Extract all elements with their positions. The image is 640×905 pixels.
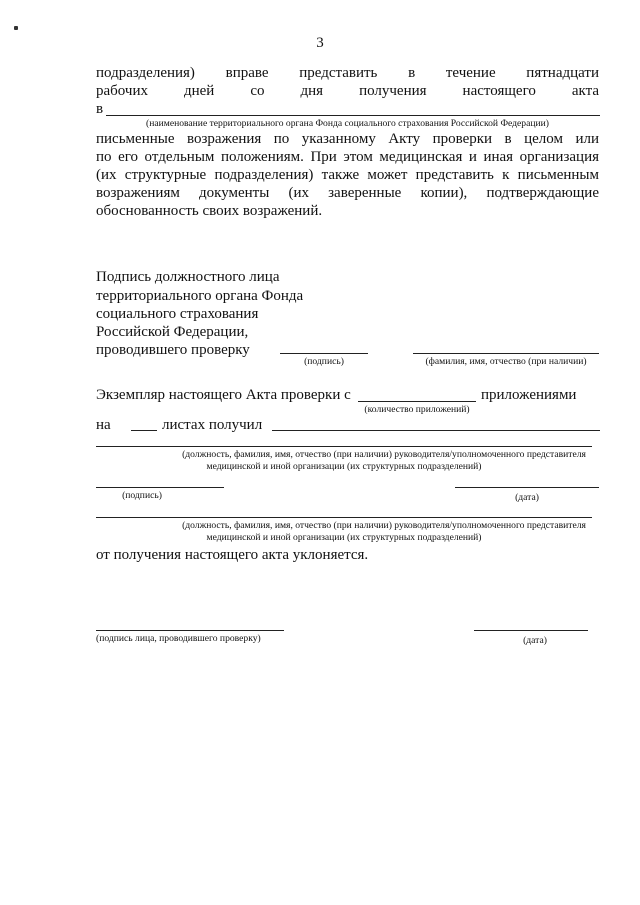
signature-label-line-5: проводившего проверку	[96, 342, 250, 358]
para-line-7: обоснованность своих возражений.	[96, 203, 323, 219]
para-line-6: возражениям документы (их заверенные копии), подтверждающие	[96, 185, 599, 201]
caption-position-2: медицинской и иной организации (их структурных подразделений)	[206, 461, 482, 472]
caption-position-1: (должность, фамилия, имя, отчество (при наличии) руководителя/уполномоченного представителя	[182, 449, 586, 460]
caption-signature: (подпись)	[304, 356, 344, 367]
fio-line	[413, 353, 599, 354]
receipt-na: на	[96, 417, 111, 433]
receipt-signature-line	[96, 487, 224, 488]
para-line-3: письменные возражения по указанному Акту проверки в целом или	[96, 131, 599, 147]
receipt-name-line-b	[96, 446, 592, 447]
receipt-sheets-received: листах получил	[162, 417, 263, 433]
caption-fio: (фамилия, имя, отчество (при наличии)	[425, 356, 587, 367]
caption-inspector-signature: (подпись лица, проводившего проверку)	[96, 633, 261, 644]
para-line-2: рабочих дней со дня получения настоящего акта	[96, 83, 599, 99]
para-line-1: подразделения) вправе представить в течение пятнадцати	[96, 65, 599, 81]
caption-receipt-signature: (подпись)	[122, 490, 162, 501]
receipt-date-line	[455, 487, 599, 488]
signature-label-line-1: Подпись должностного лица	[96, 269, 280, 285]
organ-name-line	[106, 115, 600, 116]
signature-label-line-3: социального страхования	[96, 306, 259, 322]
sheets-count-line	[131, 430, 157, 431]
refusal-caption-position-1: (должность, фамилия, имя, отчество (при наличии) руководителя/уполномоченного представителя	[182, 520, 586, 531]
inspector-signature-line	[96, 630, 284, 631]
caption-organ: (наименование территориального органа Фонда социального страхования Российской Федерации)	[146, 118, 549, 129]
refusal-name-line	[96, 517, 592, 518]
para-line-5: (их структурные подразделения) также может представить к письменным	[96, 167, 599, 183]
para-line-4: по его отдельным положениям. При этом медицинская и иная организация	[96, 149, 599, 165]
receipt-name-line-a	[272, 430, 600, 431]
attachments-count-line	[358, 401, 476, 402]
receipt-text-part-2: приложениями	[481, 387, 577, 403]
signature-label-line-2: территориального органа Фонда	[96, 288, 304, 304]
receipt-text-part-1: Экземпляр настоящего Акта проверки с	[96, 387, 351, 403]
caption-final-date: (дата)	[523, 635, 547, 646]
refusal-text: от получения настоящего акта уклоняется.	[96, 547, 369, 563]
caption-count: (количество приложений)	[364, 404, 470, 415]
caption-receipt-date: (дата)	[515, 492, 539, 503]
scan-mark	[14, 26, 18, 30]
prefix-v: в	[96, 101, 104, 117]
final-date-line	[474, 630, 588, 631]
page-number: 3	[316, 35, 324, 51]
refusal-caption-position-2: медицинской и иной организации (их структурных подразделений)	[206, 532, 482, 543]
signature-line	[280, 353, 368, 354]
signature-label-line-4: Российской Федерации,	[96, 324, 249, 340]
